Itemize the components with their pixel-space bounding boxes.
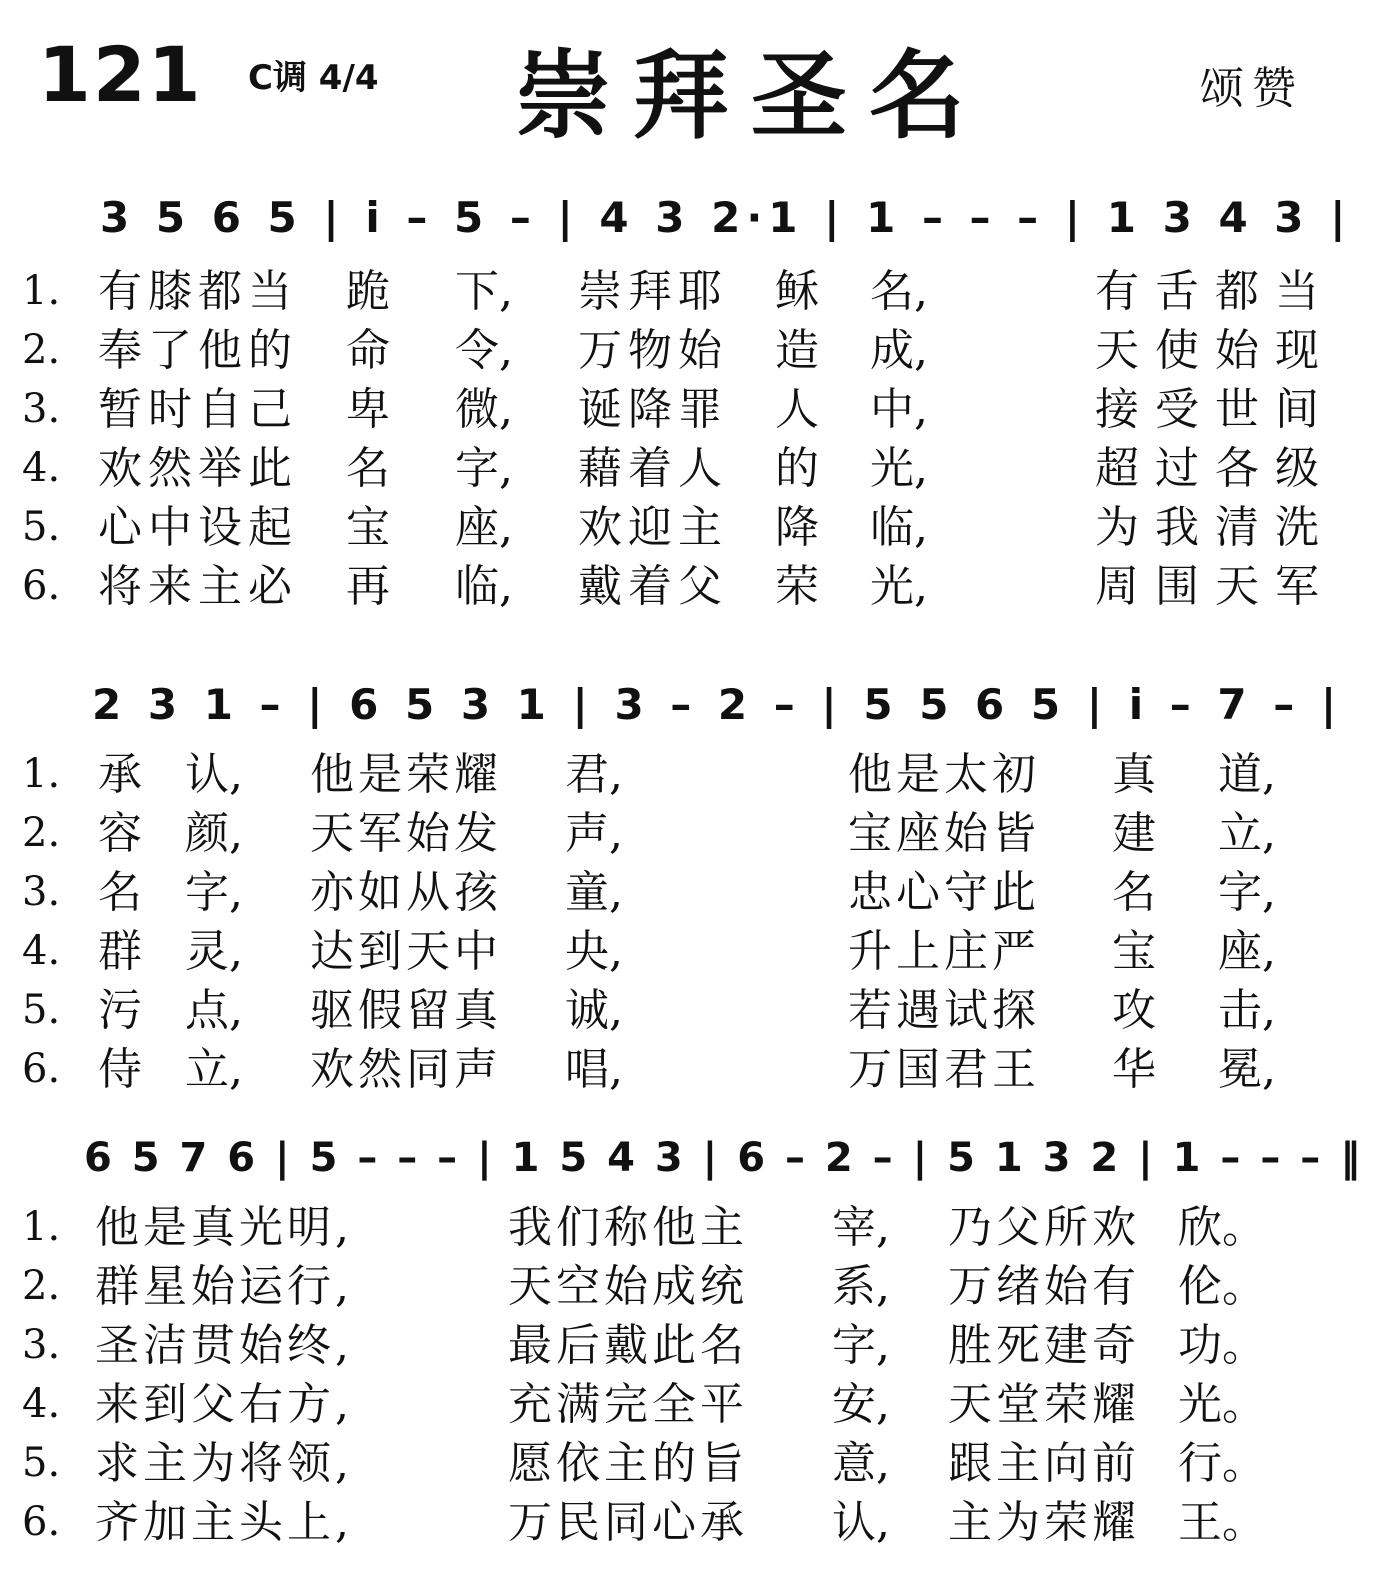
lyric-segment: 他是真光明,: [95, 1202, 353, 1253]
verse-number: 6.: [22, 1046, 61, 1092]
lyric-segment: 灵,: [185, 926, 243, 977]
lyric-segment: 光。: [1178, 1379, 1266, 1430]
lyric-segment: 诚,: [565, 985, 623, 1036]
lyric-segment: 有膝都当: [98, 266, 298, 317]
lyric-segment: 承: [98, 749, 142, 800]
verse-row: [0, 745, 1400, 804]
lyric-segment: 污: [98, 985, 142, 1036]
lyric-segment: 童,: [565, 867, 623, 918]
lyric-segment: 圣洁贯始终,: [95, 1320, 353, 1371]
lyric-segment: 中,: [870, 384, 928, 435]
lyric-segment: 万绪始有: [948, 1261, 1140, 1312]
lyric-segment: 胜死建奇: [948, 1320, 1140, 1371]
lyric-segment: 攻: [1112, 985, 1156, 1036]
lyric-segment: 超过各级: [1095, 443, 1335, 494]
verse-number: 1.: [22, 751, 61, 797]
lyric-segment: 亦如从孩: [310, 867, 502, 918]
notation-line-2: [0, 675, 1400, 745]
lyric-segment: 驱假留真: [310, 985, 502, 1036]
lyric-segment: 华: [1112, 1044, 1156, 1095]
lyric-segment: 临,: [870, 502, 928, 553]
lyrics-block-1: [0, 262, 1400, 616]
lyric-segment: 字,: [1218, 867, 1276, 918]
verse-number: 3.: [22, 869, 61, 915]
verse-row: [0, 863, 1400, 922]
lyrics-block-3: [0, 1198, 1400, 1552]
verse-row: [0, 1375, 1400, 1434]
lyric-segment: 名,: [870, 266, 928, 317]
notation-text: 2 3 1 – | 6 5 3 1 | 3 – 2 – | 5 5 6 5 | i̇ – 7 – |: [92, 680, 1343, 729]
verse-row: [0, 1040, 1400, 1099]
lyric-segment: 充满完全平: [508, 1379, 748, 1430]
lyric-segment: 降: [775, 502, 819, 553]
lyric-segment: 他是太初: [848, 749, 1040, 800]
lyric-segment: 再: [346, 561, 390, 612]
lyric-segment: 王。: [1178, 1497, 1266, 1548]
lyric-segment: 微,: [455, 384, 513, 435]
verse-row: [0, 1316, 1400, 1375]
verse-number: 6.: [22, 1499, 61, 1545]
lyric-segment: 意,: [832, 1438, 890, 1489]
verse-row: [0, 922, 1400, 981]
lyric-segment: 将来主必: [98, 561, 298, 612]
lyric-segment: 齐加主头上,: [95, 1497, 353, 1548]
lyric-segment: 座,: [1218, 926, 1276, 977]
lyric-segment: 座,: [455, 502, 513, 553]
hymn-category: 颂赞: [1200, 63, 1304, 114]
verse-row: [0, 1493, 1400, 1552]
hymn-title: 崇拜圣名: [515, 40, 987, 152]
lyric-segment: 万国君王: [848, 1044, 1040, 1095]
lyric-segment: 名: [98, 867, 142, 918]
lyric-segment: 光,: [870, 443, 928, 494]
lyric-segment: 为我清洗: [1095, 502, 1335, 553]
lyric-segment: 宝: [1112, 926, 1156, 977]
verse-number: 4.: [22, 1381, 61, 1427]
lyric-segment: 道,: [1218, 749, 1276, 800]
lyric-segment: 跪: [346, 266, 390, 317]
lyric-segment: 愿依主的旨: [508, 1438, 748, 1489]
hymn-number: 121: [38, 30, 203, 119]
lyric-segment: 万物始: [578, 325, 728, 376]
verse-row: [0, 804, 1400, 863]
notation-line-1: [0, 188, 1400, 258]
lyric-segment: 欣。: [1178, 1202, 1266, 1253]
lyric-segment: 造: [775, 325, 819, 376]
lyric-segment: 声,: [565, 808, 623, 859]
lyric-segment: 建: [1112, 808, 1156, 859]
lyric-segment: 他是荣耀: [310, 749, 502, 800]
lyric-segment: 点,: [185, 985, 243, 1036]
lyric-segment: 认,: [832, 1497, 890, 1548]
lyrics-block-2: [0, 745, 1400, 1099]
lyric-segment: 侍: [98, 1044, 142, 1095]
lyric-segment: 升上庄严: [848, 926, 1040, 977]
lyric-segment: 伦。: [1178, 1261, 1266, 1312]
lyric-segment: 崇拜耶: [578, 266, 728, 317]
lyric-segment: 卑: [346, 384, 390, 435]
lyric-segment: 最后戴此名: [508, 1320, 748, 1371]
lyric-segment: 藉着人: [578, 443, 728, 494]
lyric-segment: 欢迎主: [578, 502, 728, 553]
lyric-segment: 颜,: [185, 808, 243, 859]
verse-number: 5.: [22, 504, 61, 550]
lyric-segment: 的: [775, 443, 819, 494]
verse-row: [0, 262, 1400, 321]
lyric-segment: 周围天军: [1095, 561, 1335, 612]
lyric-segment: 安,: [832, 1379, 890, 1430]
lyric-segment: 立,: [185, 1044, 243, 1095]
lyric-segment: 求主为将领,: [95, 1438, 353, 1489]
notation-line-3: [0, 1128, 1400, 1198]
lyric-segment: 容: [98, 808, 142, 859]
lyric-segment: 命: [346, 325, 390, 376]
lyric-segment: 接受世间: [1095, 384, 1335, 435]
verse-number: 6.: [22, 563, 61, 609]
lyric-segment: 下,: [455, 266, 513, 317]
lyric-segment: 奉了他的: [98, 325, 298, 376]
verse-row: [0, 498, 1400, 557]
lyric-segment: 令,: [455, 325, 513, 376]
lyric-segment: 万民同心承: [508, 1497, 748, 1548]
lyric-segment: 天军始发: [310, 808, 502, 859]
verse-row: [0, 380, 1400, 439]
lyric-segment: 荣: [775, 561, 819, 612]
lyric-segment: 击,: [1218, 985, 1276, 1036]
verse-row: [0, 321, 1400, 380]
lyric-segment: 有舌都当: [1095, 266, 1335, 317]
notation-text: 6 5 7 6 | 5 – – – | 1 5 4 3 | 6 – 2 – | 5 1 3 2 | 1 – – – ‖: [84, 1135, 1364, 1181]
lyric-segment: 暂时自己: [98, 384, 298, 435]
lyric-segment: 来到父右方,: [95, 1379, 353, 1430]
verse-number: 4.: [22, 928, 61, 974]
verse-number: 1.: [22, 268, 61, 314]
verse-row: [0, 557, 1400, 616]
verse-number: 2.: [22, 327, 61, 373]
lyric-segment: 临,: [455, 561, 513, 612]
key-signature: C调 4/4: [248, 58, 379, 98]
verse-number: 4.: [22, 445, 61, 491]
lyric-segment: 欢然举此: [98, 443, 298, 494]
verse-number: 2.: [22, 1263, 61, 1309]
lyric-segment: 真: [1112, 749, 1156, 800]
lyric-segment: 字,: [455, 443, 513, 494]
lyric-segment: 冕,: [1218, 1044, 1276, 1095]
lyric-segment: 功。: [1178, 1320, 1266, 1371]
lyric-segment: 达到天中: [310, 926, 502, 977]
verse-number: 3.: [22, 386, 61, 432]
lyric-segment: 系,: [832, 1261, 890, 1312]
lyric-segment: 欢然同声: [310, 1044, 502, 1095]
verse-number: 2.: [22, 810, 61, 856]
lyric-segment: 宝: [346, 502, 390, 553]
lyric-segment: 跟主向前: [948, 1438, 1140, 1489]
lyric-segment: 主为荣耀: [948, 1497, 1140, 1548]
lyric-segment: 字,: [185, 867, 243, 918]
lyric-segment: 宰,: [832, 1202, 890, 1253]
lyric-segment: 君,: [565, 749, 623, 800]
lyric-segment: 名: [1112, 867, 1156, 918]
lyric-segment: 群星始运行,: [95, 1261, 353, 1312]
lyric-segment: 诞降罪: [578, 384, 728, 435]
lyric-segment: 忠心守此: [848, 867, 1040, 918]
lyric-segment: 唱,: [565, 1044, 623, 1095]
lyric-segment: 戴着父: [578, 561, 728, 612]
notation-text: 3 5 6 5 | i̇ – 5 – | 4 3 2·1 | 1 – – – | 1 3 4 3 |: [100, 193, 1352, 242]
lyric-segment: 光,: [870, 561, 928, 612]
lyric-segment: 名: [346, 443, 390, 494]
verse-row: [0, 439, 1400, 498]
lyric-segment: 立,: [1218, 808, 1276, 859]
lyric-segment: 行。: [1178, 1438, 1266, 1489]
lyric-segment: 天堂荣耀: [948, 1379, 1140, 1430]
lyric-segment: 稣: [775, 266, 819, 317]
lyric-segment: 天空始成统: [508, 1261, 748, 1312]
lyric-segment: 宝座始皆: [848, 808, 1040, 859]
lyric-segment: 天使始现: [1095, 325, 1335, 376]
verse-row: [0, 1198, 1400, 1257]
verse-row: [0, 981, 1400, 1040]
lyric-segment: 我们称他主: [508, 1202, 748, 1253]
lyric-segment: 心中设起: [98, 502, 298, 553]
verse-number: 1.: [22, 1204, 61, 1250]
lyric-segment: 乃父所欢: [948, 1202, 1140, 1253]
verse-number: 3.: [22, 1322, 61, 1368]
verse-number: 5.: [22, 1440, 61, 1486]
verse-number: 5.: [22, 987, 61, 1033]
lyric-segment: 群: [98, 926, 142, 977]
lyric-segment: 认,: [185, 749, 243, 800]
lyric-segment: 人: [775, 384, 819, 435]
lyric-segment: 央,: [565, 926, 623, 977]
lyric-segment: 字,: [832, 1320, 890, 1371]
verse-row: [0, 1434, 1400, 1493]
verse-row: [0, 1257, 1400, 1316]
lyric-segment: 若遇试探: [848, 985, 1040, 1036]
lyric-segment: 成,: [870, 325, 928, 376]
